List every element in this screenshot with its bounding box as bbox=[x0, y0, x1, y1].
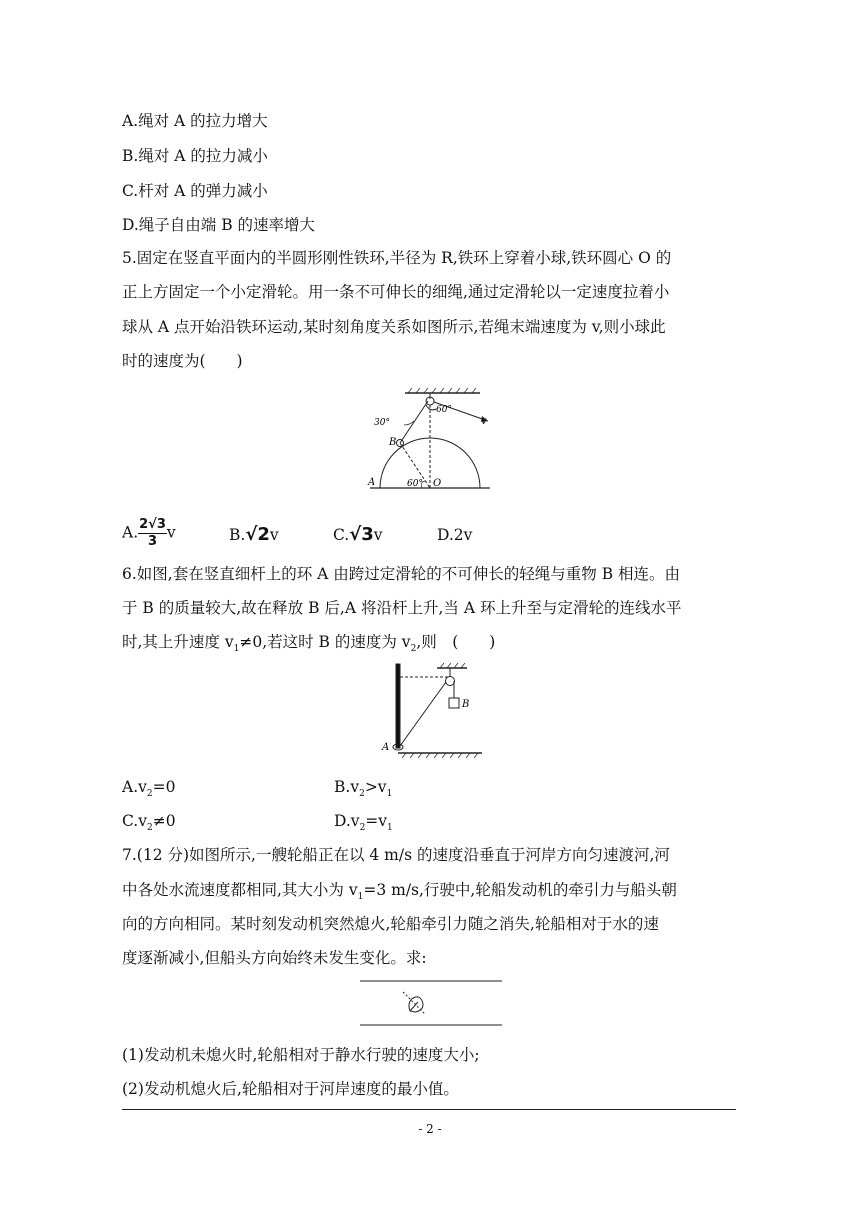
q7-stem-line-2: 中各处水流速度都相同,其大小为 $v_1=3$ m/s,行驶中,轮船发动机的牵引力与船头朝 bbox=[122, 881, 677, 903]
q6-figure bbox=[372, 660, 492, 760]
q6-B-label: B bbox=[462, 699, 470, 710]
q5-stem-line-2: 正上方固定一个小定滑轮。用一条不可伸长的细绳,通过定滑轮以一定速度拉着小 bbox=[122, 283, 670, 301]
q5-figure bbox=[360, 385, 500, 495]
q7-subquestion-2: (2)发动机熄火后,轮船相对于河岸速度的最小值。 bbox=[122, 1080, 459, 1098]
q4-option-c: C.杆对 A 的弹力减小 bbox=[122, 182, 268, 200]
q5-stem-line-4: 时的速度为( ) bbox=[122, 352, 243, 370]
q5-O-label: O bbox=[433, 478, 442, 489]
q5-stem-line-3: 球从 A 点开始沿铁环运动,某时刻角度关系如图所示,若绳末端速度为 v,则小球此 bbox=[122, 318, 666, 336]
q6-option-b: $B.v_2>v_1$ bbox=[334, 778, 393, 800]
q5-B-label: B bbox=[389, 437, 397, 448]
q7-figure bbox=[360, 978, 502, 1028]
q5-option-c: C.√3v bbox=[333, 524, 383, 545]
q7-stem-line-1: 7.(12 分)如图所示,一艘轮船正在以 4 m/s 的速度沿垂直于河岸方向匀速渡河,河 bbox=[122, 846, 670, 864]
footer-rule bbox=[122, 1109, 736, 1110]
q5-v-label: v bbox=[481, 416, 487, 427]
q7-stem-line-4: 度逐渐减小,但船头方向始终未发生变化。求: bbox=[122, 949, 427, 967]
q5-angle-bottom-label: 60° bbox=[407, 479, 423, 489]
q6-stem-line-1: 6.如图,套在竖直细杆上的环 A 由跨过定滑轮的不可伸长的轻绳与重物 B 相连。由 bbox=[122, 565, 681, 583]
q4-option-d: D.绳子自由端 B 的速率增大 bbox=[122, 216, 316, 234]
q5-stem-line-1: 5.固定在竖直平面内的半圆形刚性铁环,半径为 R,铁环上穿着小球,铁环圆心 O 的 bbox=[122, 249, 672, 267]
q6-stem-line-2: 于 B 的质量较大,故在释放 B 后,A 将沿杆上升,当 A 环上升至与定滑轮的连线水平 bbox=[122, 599, 682, 617]
q6-A-label: A bbox=[382, 742, 390, 753]
q7-stem-line-3: 向的方向相同。某时刻发动机突然熄火,轮船牵引力随之消失,轮船相对于水的速 bbox=[122, 915, 659, 933]
q6-option-a: $A.v_2=0$ bbox=[122, 778, 176, 800]
q6-stem-line-3: 时,其上升速度 $v_1\ne 0$,若这时 B 的速度为 $v_2$,则 ( ) bbox=[122, 633, 496, 655]
q7-subquestion-1: (1)发动机未熄火时,轮船相对于静水行驶的速度大小; bbox=[122, 1046, 480, 1064]
q6-option-d: $D.v_2=v_1$ bbox=[334, 812, 393, 834]
q5-option-b: B.√2v bbox=[229, 524, 279, 545]
page-number: - 2 - bbox=[418, 1122, 442, 1136]
q5-option-a: A. $\frac{2√3}{3}$ v bbox=[122, 517, 176, 549]
q4-option-b: B.绳对 A 的拉力减小 bbox=[122, 147, 268, 165]
q6-option-c: $C.v_2\ne 0$ bbox=[122, 812, 176, 834]
q5-angle-top-label: 60° bbox=[436, 405, 452, 415]
q5-option-d: D.2v bbox=[437, 526, 473, 544]
q5-angle-left-label: 30° bbox=[374, 418, 390, 428]
q4-option-a: A.绳对 A 的拉力增大 bbox=[122, 112, 268, 130]
q5-A-label: A bbox=[368, 477, 376, 488]
